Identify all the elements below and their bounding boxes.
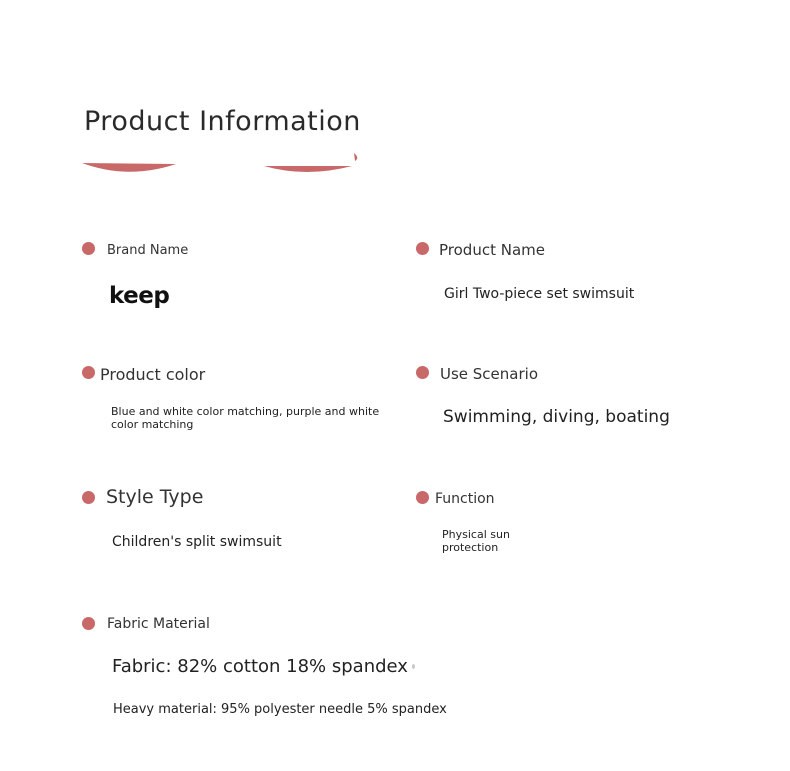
style-type-label: Style Type <box>106 486 204 508</box>
bullet-dot <box>416 491 429 504</box>
bullet-dot <box>82 617 95 630</box>
page-title: Product Information <box>84 106 361 137</box>
brand-name-label: Brand Name <box>107 243 189 258</box>
brand-logo: keep <box>109 283 170 309</box>
use-scenario-value: Swimming, diving, boating <box>443 407 670 427</box>
function-value: Physical sun protection <box>442 528 510 554</box>
product-color-value: Blue and white color matching, purple and white color matching <box>111 405 380 431</box>
fabric-material-secondary-value: Heavy material: 95% polyester needle 5% spandex <box>113 702 447 717</box>
fabric-material-label: Fabric Material <box>107 616 210 632</box>
bullet-dot <box>416 366 429 379</box>
product-name-label: Product Name <box>439 241 545 259</box>
title-underline-decoration <box>80 150 370 178</box>
style-type-value: Children's split swimsuit <box>112 534 282 550</box>
stray-mark <box>412 664 415 669</box>
product-color-label: Product color <box>100 365 206 384</box>
bullet-dot <box>82 242 95 255</box>
bullet-dot <box>82 366 95 379</box>
product-name-value: Girl Two-piece set swimsuit <box>444 286 635 302</box>
fabric-material-main-value: Fabric: 82% cotton 18% spandex <box>112 656 408 677</box>
bullet-dot <box>416 242 429 255</box>
bullet-dot <box>82 491 95 504</box>
function-label: Function <box>435 491 495 507</box>
use-scenario-label: Use Scenario <box>440 365 538 383</box>
